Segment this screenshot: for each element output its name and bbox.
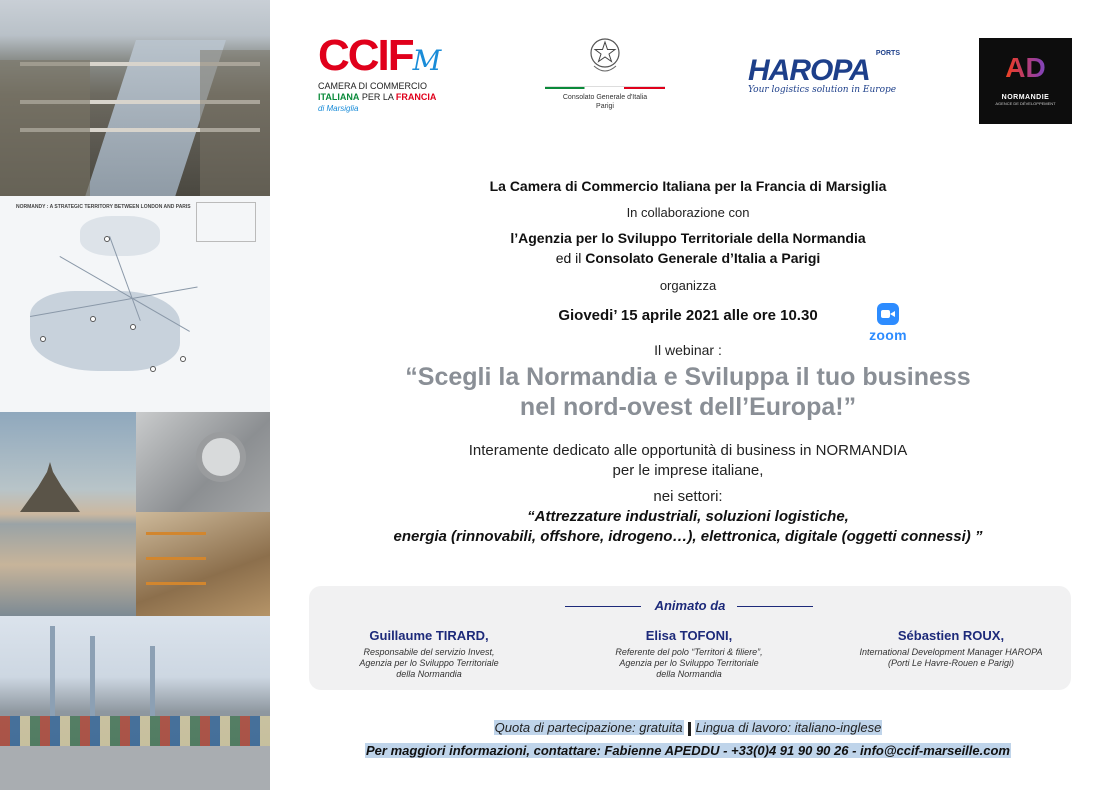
- zoom-word: zoom: [869, 327, 907, 343]
- speaker-name: Elisa TOFONI,: [645, 628, 733, 643]
- separator: [688, 722, 691, 736]
- speaker-role: della Normandia: [656, 669, 722, 679]
- speaker-role: Agenzia per lo Sviluppo Territoriale: [619, 658, 759, 668]
- lingua-text: Lingua di lavoro: italiano-inglese: [695, 720, 882, 735]
- map-title: NORMANDY : A STRATEGIC TERRITORY BETWEEN LONDON AND PARIS: [16, 204, 191, 210]
- photo-collage: [0, 0, 270, 790]
- speaker-name: Sébastien ROUX,: [897, 628, 1005, 643]
- haropa-word: HAROPA: [748, 54, 870, 87]
- contact-line: [270, 743, 1106, 758]
- webinar-title: [270, 362, 1106, 422]
- speaker-role: Agenzia per lo Sviluppo Territoriale: [359, 658, 499, 668]
- sectors-line2: energia (rinnovabili, offshore, idrogeno…), elettronica, digitale (oggetti connessi) ”: [393, 528, 983, 545]
- zoom-logo: [863, 303, 913, 343]
- ad-name: NORMANDIE: [1001, 94, 1050, 101]
- consolato-logo: [542, 36, 668, 111]
- port-photo: [0, 616, 270, 790]
- intro-line2: per le imprese italiane,: [612, 462, 764, 479]
- ccif-line2b: PER LA: [361, 92, 394, 102]
- ccif-logo: [318, 31, 458, 114]
- organizza-text: organizza: [659, 278, 717, 293]
- consul-name: Consolato Generale d’Italia a Parigi: [585, 250, 821, 266]
- collab-text: In collaborazione con: [626, 205, 750, 220]
- ccif-mark-suffix: M: [412, 44, 440, 77]
- haropa-logo: [748, 50, 904, 95]
- speaker-card: [309, 628, 549, 680]
- ad-normandie-logo: [979, 38, 1072, 124]
- intro-line1: Interamente dedicato alle opportunità di business in NORMANDIA: [468, 442, 908, 459]
- agency-name: l’Agenzia per lo Sviluppo Territoriale della Normandia: [510, 230, 866, 246]
- webinar-label: Il webinar :: [654, 342, 722, 358]
- consolato-line2: Parigi: [596, 103, 614, 110]
- title-line1: “Scegli la Normandia e Sviluppa il tuo business: [405, 363, 971, 391]
- rouen-river-photo: [0, 0, 270, 196]
- logo-bar: [270, 0, 1106, 140]
- normandy-map: [0, 196, 270, 412]
- organizer: La Camera di Commercio Italiana per la Francia di Marsiglia: [489, 178, 887, 194]
- speaker-role: della Normandia: [396, 669, 462, 679]
- title-line2: nel nord-ovest dell’Europa!”: [519, 393, 857, 421]
- sectors-line1: “Attrezzature industriali, soluzioni logistiche,: [527, 508, 849, 525]
- speaker-role: (Porti Le Havre-Rouen e Parigi): [887, 658, 1015, 668]
- speaker-role: International Development Manager HAROPA: [859, 647, 1043, 657]
- ccif-mark: CCIF: [318, 31, 413, 80]
- ccif-line2a: ITALIANA: [318, 92, 360, 102]
- quota-text: Quota di partecipazione: gratuita: [494, 720, 683, 735]
- warehouse-photo: [136, 512, 270, 616]
- invitation-content: [270, 0, 1106, 790]
- ccif-line1: CAMERA DI COMMERCIO: [318, 81, 428, 91]
- speaker-role: Referente del polo “Territori & filiere”,: [615, 647, 763, 657]
- factory-photo: [136, 412, 270, 512]
- haropa-tagline: Your logistics solution in Europe: [748, 85, 897, 95]
- contact-text: Per maggiori informazioni, contattare: Fabienne APEDDU - +33(0)4 91 90 90 26 - info@ccif-marseille.com: [366, 743, 1010, 758]
- event-date: Giovedi’ 15 aprile 2021 alle ore 10.30: [558, 307, 818, 324]
- ad-sub: AGENCE DE DÉVELOPPEMENT: [995, 101, 1056, 106]
- speakers-heading: Animato da: [654, 598, 726, 613]
- settori-label: nei settori:: [653, 488, 723, 505]
- italian-emblem-icon: [588, 36, 622, 76]
- speaker-name: Guillaume TIRARD,: [369, 628, 489, 643]
- ccif-line2c: FRANCIA: [395, 92, 437, 102]
- zoom-camera-icon: [877, 303, 899, 325]
- participation-line: [270, 720, 1106, 736]
- mont-saint-michel-photo: [0, 412, 136, 616]
- ccif-line3: di Marsiglia: [318, 104, 359, 113]
- consolato-line1: Consolato Generale d'Italia: [562, 94, 648, 101]
- speaker-card: [569, 628, 809, 680]
- ad-mark: AD: [979, 52, 1072, 84]
- consul-line: [270, 250, 1106, 266]
- speaker-card: [831, 628, 1071, 669]
- haropa-ports: PORTS: [875, 50, 900, 57]
- speakers-panel: [309, 586, 1071, 690]
- speaker-role: Responsabile del servizio Invest,: [363, 647, 495, 657]
- consul-prefix: ed il: [555, 250, 582, 266]
